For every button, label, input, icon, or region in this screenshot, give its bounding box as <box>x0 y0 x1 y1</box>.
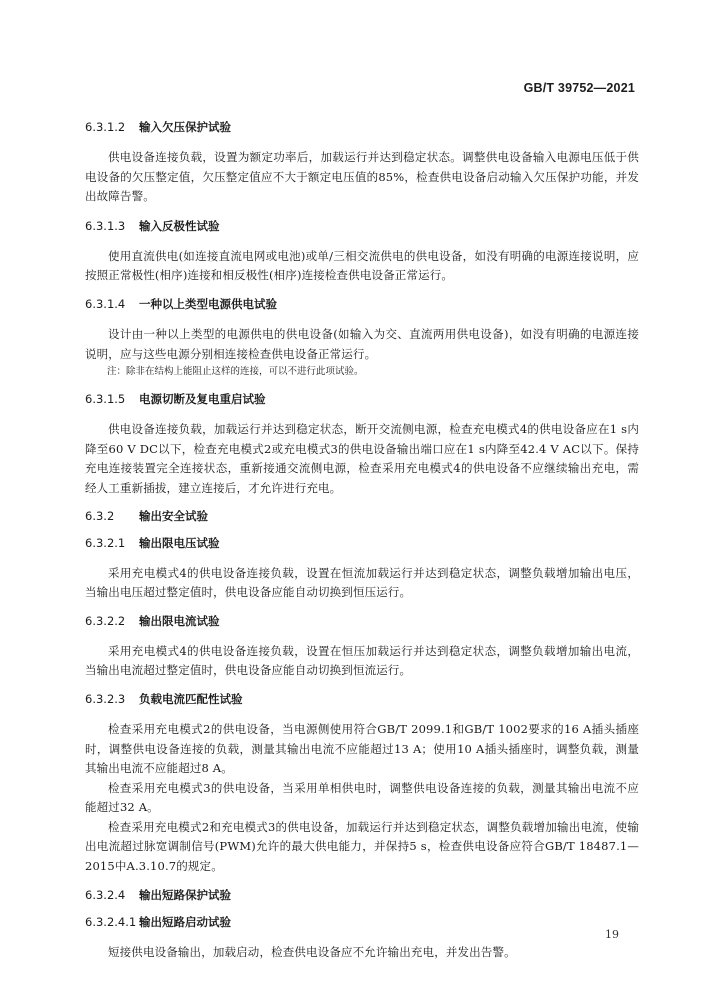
section-heading <box>85 295 639 313</box>
section-number: 6.3.2.2 <box>85 613 126 628</box>
paragraph: 供电设备连接负载，设置为额定功率后，加载运行并达到稳定状态。调整供电设备输入电源电压低于供电设备的欠压整定值，欠压整定值应不大于额定电压值的85%，检查供电设备启动输入欠压保护功能，并发出故障告警。 <box>85 150 639 204</box>
paragraph: 检查采用充电模式2的供电设备，当电源侧使用符合GB/T 2099.1和GB/T 1002要求的16 A插头插座时，调整供电设备连接的负载，测量其输出电流不应能超过13 A；使用10 A插头插座时，调整负载，测量其输出电流不应能超过8 A。 <box>85 721 639 776</box>
section-number: 6.3.1.2 <box>85 120 126 134</box>
section-number: 6.3.1.3 <box>85 218 126 233</box>
section-title: 一种以上类型电源供电试验 <box>139 296 278 311</box>
paragraph: 采用充电模式4的供电设备连接负载，设置在恒压加载运行并达到稳定状态，调整负载增加输出电流，当输出电流超过整定值时，供电设备应能自动切换到恒流运行。 <box>85 643 639 678</box>
paragraph: 使用直流供电(如连接直流电网或电池)或单/三相交流供电的供电设备，如没有明确的电源连接说明，应按照正常极性(相序)连接和相反极性(相序)连接检查供电设备正常运行。 <box>85 248 639 283</box>
section-title: 负载电流匹配性试验 <box>139 691 243 706</box>
document-id-header: GB/T 39752—2021 <box>523 81 635 95</box>
section-title: 输出短路保护试验 <box>139 887 232 902</box>
section-title: 输出安全试验 <box>139 508 209 523</box>
section-number: 6.3.2.4.1 <box>85 914 137 929</box>
section-heading <box>85 913 639 931</box>
section-title: 输出限电压试验 <box>139 535 220 550</box>
section-number: 6.3.2.3 <box>85 691 126 706</box>
paragraph: 设计由一种以上类型的电源供电的供电设备(如输入为交、直流两用供电设备)，如没有明确的电源连接说明，应与这些电源分别相连接检查供电设备正常运行。 <box>85 326 639 361</box>
section-number: 6.3.2 <box>85 508 115 523</box>
paragraph: 检查采用充电模式2和充电模式3的供电设备，加载运行并达到稳定状态，调整负载增加输出电流，使输出电流超过脉宽调制信号(PWM)允许的最大供电能力，并保持5 s，检查供电设备应符合GB/T 18487.1—2015中A.3.10.7的规定。 <box>85 819 639 874</box>
section-title: 输入反极性试验 <box>139 218 220 233</box>
section-heading <box>85 217 639 235</box>
paragraph: 检查采用充电模式3的供电设备，当采用单相供电时，调整供电设备连接的负载，测量其输出电流不应能超过32 A。 <box>85 780 639 815</box>
section-heading <box>85 534 639 552</box>
note: 注：除非在结构上能阻止这样的连接，可以不进行此项试验。 <box>107 366 364 378</box>
section-number: 6.3.1.5 <box>85 392 126 407</box>
section-heading <box>85 612 639 630</box>
section-title: 输入欠压保护试验 <box>139 120 232 134</box>
section-heading <box>85 886 639 904</box>
section-heading <box>85 507 639 525</box>
section-title: 电源切断及复电重启试验 <box>139 392 266 407</box>
section-title: 输出限电流试验 <box>139 613 220 628</box>
section-heading <box>85 690 639 708</box>
paragraph: 供电设备连接负载，加载运行并达到稳定状态，断开交流侧电源，检查充电模式4的供电设备应在1 s内降至60 V DC以下，检查充电模式2或充电模式3的供电设备输出端口应在1 s内降至42.4 V AC以下。保持充电连接装置完全连接状态，重新接通交流侧电源，检查采用充电模式4的供电设备不应继续输出充电，需经人工重新插拔，建立连接后，才允许进行充电。 <box>85 422 639 495</box>
paragraph: 短接供电设备输出，加载启动，检查供电设备应不允许输出充电，并发出告警。 <box>108 944 516 959</box>
paragraph: 采用充电模式4的供电设备连接负载，设置在恒流加载运行并达到稳定状态，调整负载增加输出电压，当输出电压超过整定值时，供电设备应能自动切换到恒压运行。 <box>85 565 639 600</box>
page-number: 19 <box>605 928 619 941</box>
section-title: 输出短路启动试验 <box>139 914 232 929</box>
section-number: 6.3.2.4 <box>85 887 126 902</box>
document-body <box>85 118 639 962</box>
section-heading <box>85 390 639 408</box>
section-number: 6.3.2.1 <box>85 535 126 550</box>
section-number: 6.3.1.4 <box>85 296 126 311</box>
section-heading <box>85 118 639 136</box>
